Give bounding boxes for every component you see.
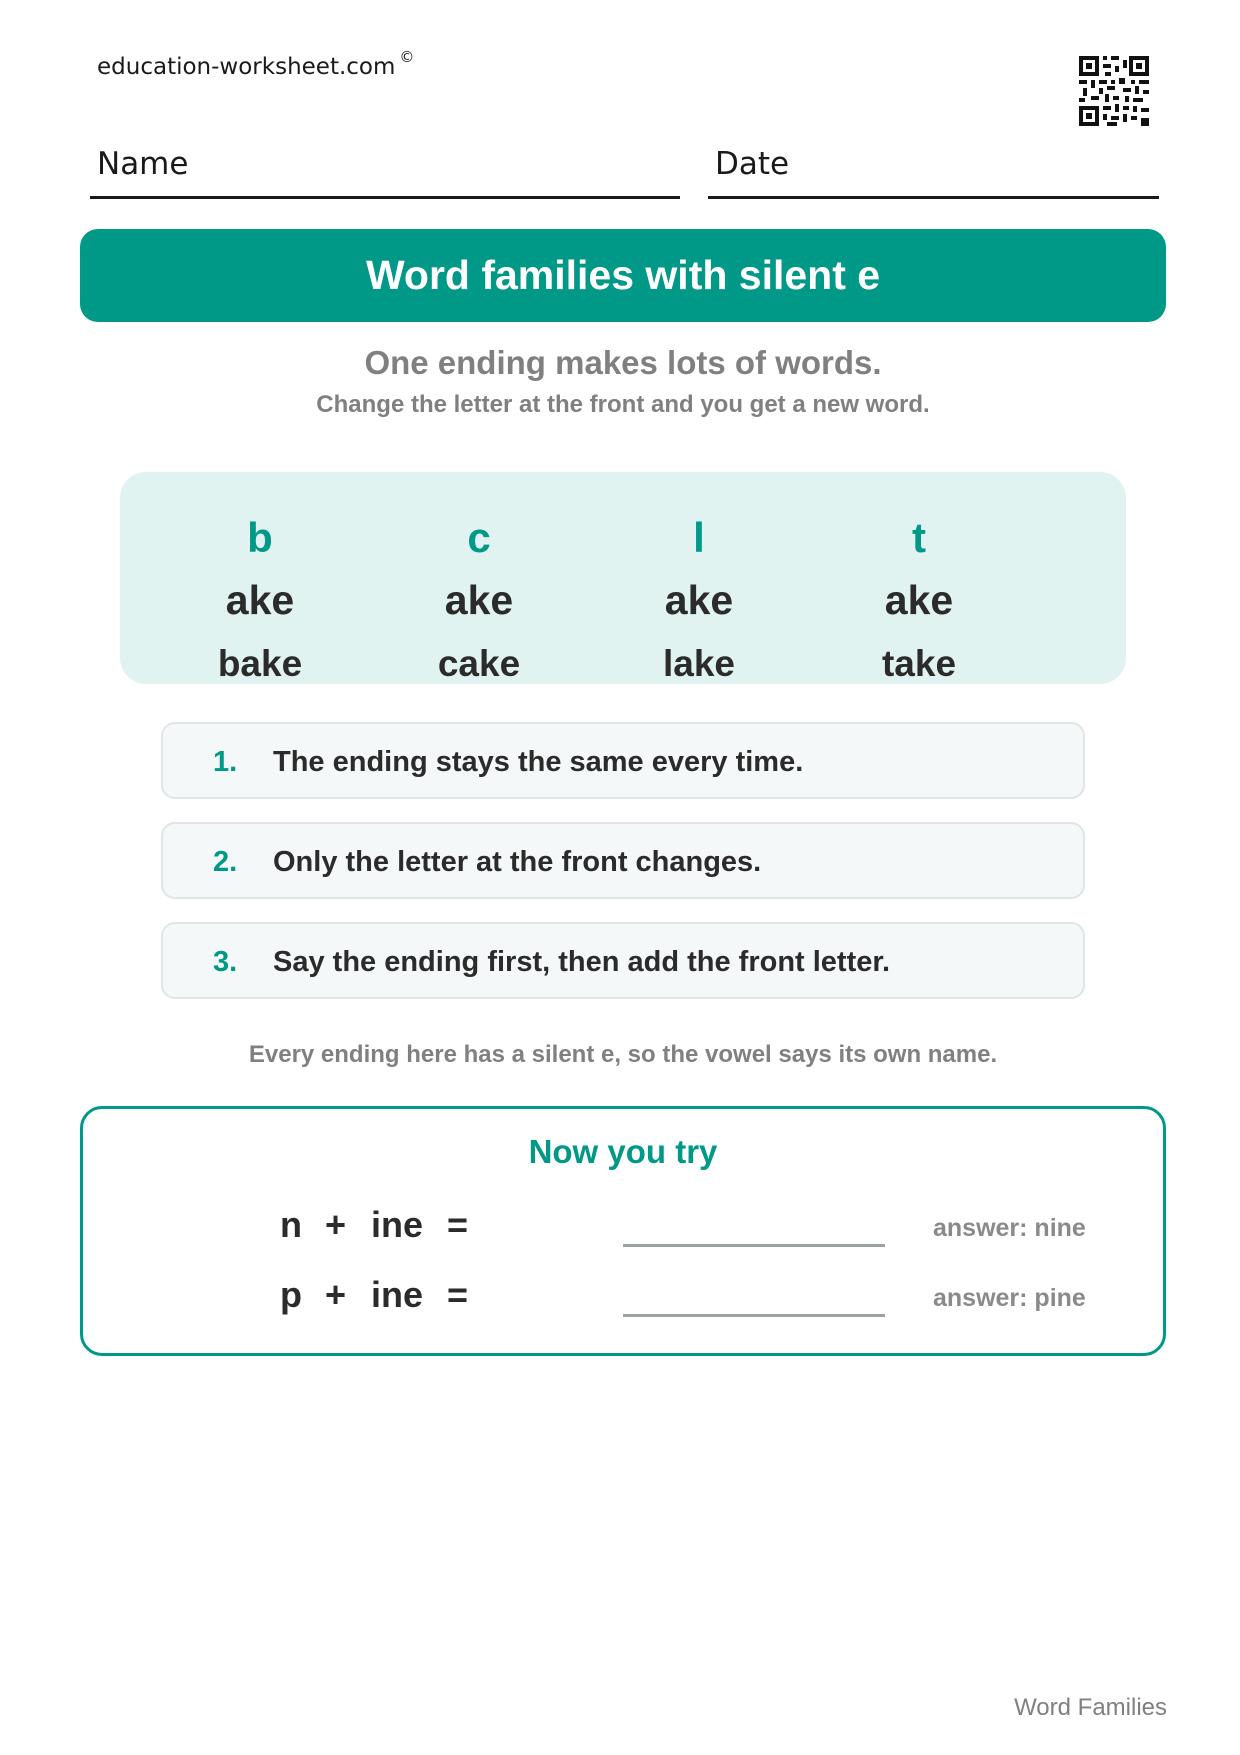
practice-box [80,1106,1166,1356]
practice-ending: ine [371,1274,424,1315]
date-field[interactable] [708,140,1159,199]
family-column [819,472,1019,684]
name-label: Name [97,146,189,182]
rule-text: Say the ending first, then add the front letter. [273,946,891,978]
silent-e-note: Every ending here has a silent e, so the vowel says its own name. [248,1041,998,1068]
family-column [379,472,579,684]
family-word: bake [217,643,303,684]
word-family-panel [120,472,1126,684]
title-banner [80,229,1166,322]
copyright-mark: © [399,48,415,66]
rule-item [161,822,1085,899]
word-ending: ake [884,577,954,623]
site-url [97,48,414,80]
rule-item [161,922,1085,999]
qr-code-icon [1079,56,1149,126]
answer-blank[interactable] [623,1244,885,1247]
practice-title: Now you try [528,1133,718,1170]
answer-hint: answer: nine [933,1214,1086,1242]
word-ending: ake [444,577,514,623]
front-letter: t [912,514,926,561]
front-letter: b [247,514,273,561]
footer-label: Word Families [1014,1694,1167,1721]
plus-sign: + [325,1274,347,1315]
equals-sign: = [447,1204,469,1245]
rule-text: Only the letter at the front changes. [273,846,762,878]
practice-letter: p [280,1274,302,1315]
practice-row [83,1274,1163,1334]
practice-row [83,1204,1163,1264]
family-column [160,472,360,684]
word-ending: ake [225,577,295,623]
family-word: cake [437,643,521,684]
instruction: Change the letter at the front and you get a new word. [316,391,930,418]
rule-number: 1. [213,746,238,778]
equals-sign: = [447,1274,469,1315]
family-word: take [881,643,957,684]
practice-ending: ine [371,1204,424,1245]
front-letter: l [693,514,705,561]
rule-item [161,722,1085,799]
plus-sign: + [325,1204,347,1245]
rule-number: 3. [213,946,238,978]
rule-text: The ending stays the same every time. [273,746,804,778]
subtitle: One ending makes lots of words. [364,344,882,381]
name-field[interactable] [90,140,680,199]
date-label: Date [715,146,790,182]
front-letter: c [467,514,491,561]
answer-hint: answer: pine [933,1284,1086,1312]
practice-letter: n [280,1204,302,1245]
rule-number: 2. [213,846,238,878]
family-word: lake [662,643,735,684]
word-ending: ake [664,577,734,623]
answer-blank[interactable] [623,1314,885,1317]
family-column [599,472,799,684]
worksheet-title: Word families with silent e [365,252,881,298]
site-name: education-worksheet.com [97,54,396,80]
